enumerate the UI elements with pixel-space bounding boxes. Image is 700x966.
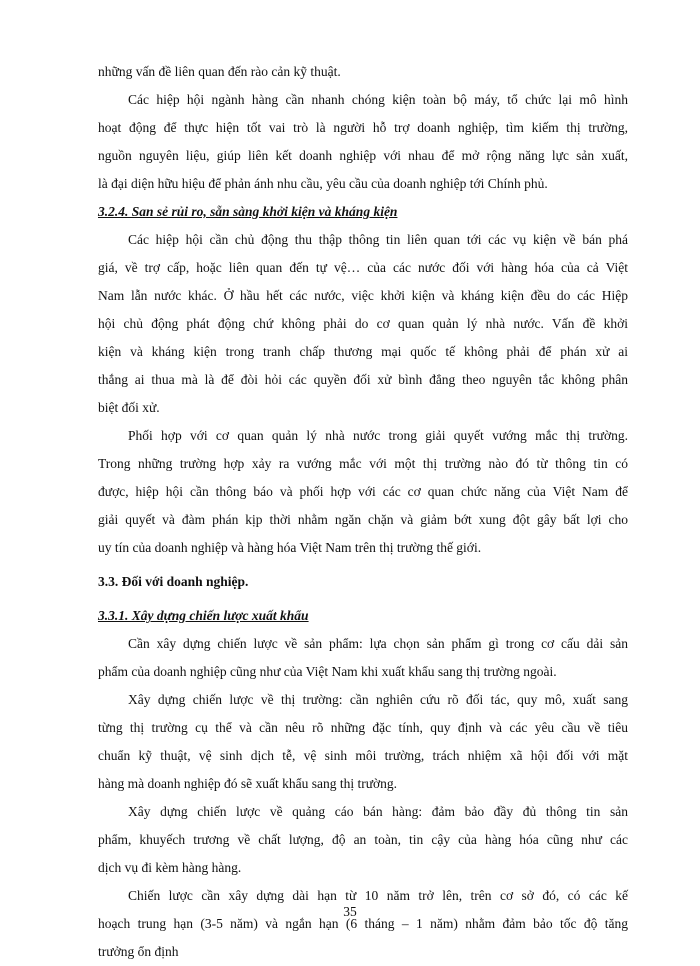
paragraph-line: Xây dựng chiến lược về thị trường: cần nghiên cứu rõ đối tác, quy mô, xuất sang (128, 692, 628, 707)
paragraph-line: kiện và kháng kiện trong tranh chấp thương mại quốc tế không phải để phán xử ai (98, 344, 628, 359)
paragraph-line: phẩm của doanh nghiệp cũng như của Việt Nam khi xuất khẩu sang thị trường ngoài. (98, 664, 557, 679)
paragraph-line: Các hiệp hội ngành hàng cần nhanh chóng kiện toàn bộ máy, tổ chức lại mô hình (128, 92, 628, 107)
paragraph-market-strategy (98, 686, 628, 798)
paragraph-line: Cần xây dựng chiến lược về sản phẩm: lựa chọn sản phẩm gì trong cơ cấu dải sản (128, 636, 628, 651)
paragraph-line: từng thị trường cụ thể và cần nêu rõ những đặc tính, quy định và các yêu cầu về tiêu (98, 720, 628, 735)
paragraph-line: Trong những trường hợp xảy ra vướng mắc với một thị trường nào đó từ thông tin có (98, 456, 628, 471)
paragraph-line: hoạt động để thực hiện tốt vai trò là người hỗ trợ doanh nghiệp, tìm kiếm thị trường, (98, 120, 628, 135)
section-heading-3-3-1 (98, 602, 628, 630)
paragraph-product-strategy (98, 630, 628, 686)
paragraph-line: Các hiệp hội cần chủ động thu thập thông tin liên quan tới các vụ kiện về bán phá (128, 232, 628, 247)
page-number: 35 (343, 904, 357, 919)
paragraph-line: Xây dựng chiến lược về quảng cáo bán hàng: đảm bảo đầy đủ thông tin sản (128, 804, 628, 819)
section-heading-3-3: 3.3. Đối với doanh nghiệp. (98, 574, 249, 589)
paragraph-line: giải quyết và đàm phán kịp thời nhằm ngăn chặn và giảm bớt xung đột gây bất lợi cho (98, 512, 628, 527)
paragraph-line: hàng mà doanh nghiệp đó sẽ xuất khẩu sang thị trường. (98, 776, 398, 791)
paragraph-line: được, hiệp hội cần thông báo và phối hợp với các cơ quan chức năng của Việt Nam để (98, 484, 628, 499)
paragraph-line: chuẩn kỹ thuật, vệ sinh dịch tễ, vệ sinh môi trường, trách nhiệm xã hội đối với mặt (98, 748, 628, 763)
paragraph-advertising-strategy (98, 798, 628, 882)
paragraph-line: uy tín của doanh nghiệp và hàng hóa Việt Nam trên thị trường thế giới. (98, 540, 482, 555)
paragraph-line: dịch vụ đi kèm hàng hàng. (98, 860, 242, 875)
paragraph-coordination (98, 422, 628, 562)
paragraph-line: hoạch trung hạn (3-5 năm) và ngắn hạn (6 tháng – 1 năm) nhằm đảm bảo tốc độ tăng (98, 916, 628, 931)
paragraph-associations (98, 86, 628, 198)
paragraph-line: hội chủ động phát động chứ không phải do cơ quan quản lý nhà nước. Vấn đề khởi (98, 316, 628, 331)
paragraph-line: trưởng ổn định (98, 944, 179, 959)
section-heading-text: 3.3.1. Xây dựng chiến lược xuất khẩu (98, 608, 309, 623)
paragraph-line: những vấn đề liên quan đến rào cản kỹ thuật. (98, 64, 341, 79)
document-page (98, 58, 628, 966)
paragraph-line: Phối hợp với cơ quan quản lý nhà nước trong giải quyết vướng mắc thị trường. (128, 428, 628, 443)
paragraph-line: biệt đối xử. (98, 400, 160, 415)
paragraph-line: giá, về trợ cấp, hoặc liên quan đến tự vệ… của các nước đối với hàng hóa của cả Việt (98, 260, 628, 275)
paragraph-longterm-strategy (98, 882, 628, 966)
paragraph-line: là đại diện hữu hiệu để phản ánh nhu cầu, yêu cầu của doanh nghiệp tới Chính phủ. (98, 176, 548, 191)
paragraph-lawsuits (98, 226, 628, 422)
paragraph-line: phẩm, khuyếch trương về chất lượng, độ an toàn, tin cậy của hàng hóa cũng như các (98, 832, 628, 847)
paragraph-line: Chiến lược cần xây dựng dài hạn từ 10 năm trở lên, trên cơ sở đó, có các kế (128, 888, 628, 903)
paragraph-line: Nam lẫn nước khác. Ở hầu hết các nước, việc khởi kiện và kháng kiện đều do các Hiệp (98, 288, 628, 303)
section-heading-text: 3.2.4. San sẻ rủi ro, sẵn sàng khởi kiện và kháng kiện (98, 204, 398, 219)
paragraph-line: thắng ai thua mà là để đòi hỏi các quyền đối xử bình đẳng theo nguyên tắc không phân (98, 372, 628, 387)
section-heading-3-2-4 (98, 198, 628, 226)
paragraph-line: nguồn nguyên liệu, giúp liên kết doanh nghiệp với nhau để mở rộng năng lực sản xuất, (98, 148, 628, 163)
